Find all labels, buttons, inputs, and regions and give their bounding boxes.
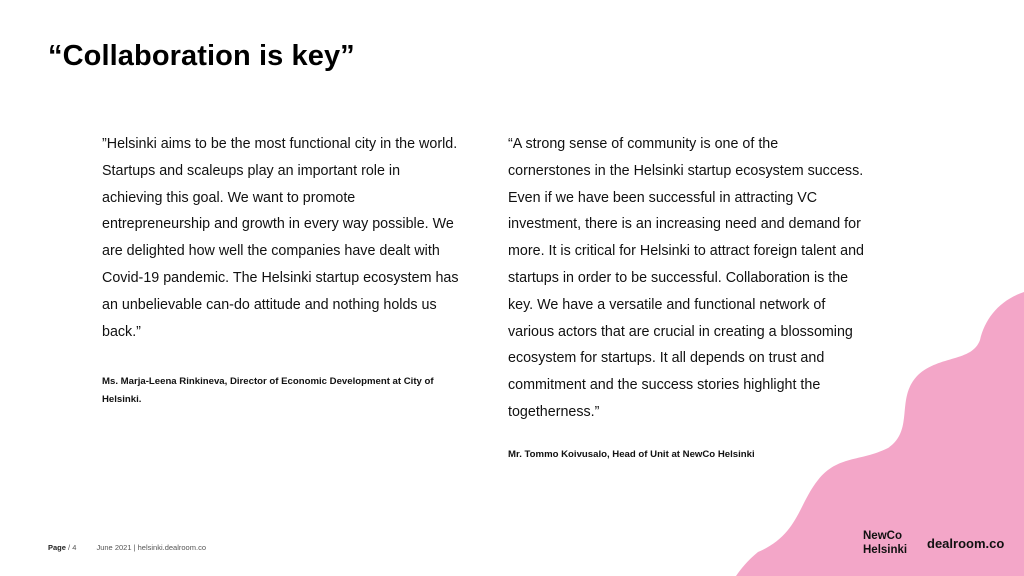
page-label: Page	[48, 543, 66, 552]
quote-left-text: ”Helsinki aims to be the most functional city in the world. Startups and scaleups play an important role in achieving this goal. We want to promote entrepreneurship and growth in every way possible. We are delighted how well the companies have dealt with Covid-19 pandemic. The Helsinki startup ecosystem has an unbelievable can-do attitude and nothing holds us back.”	[102, 136, 459, 340]
newco-helsinki-logo	[863, 529, 907, 557]
quote-right-attribution: Mr. Tommo Koivusalo, Head of Unit at NewCo Helsinki	[508, 449, 755, 460]
page-title: “Collaboration is key”	[48, 40, 355, 72]
newco-logo-line1: NewCo	[863, 530, 902, 542]
dealroom-logo: dealroom.co	[927, 536, 1005, 551]
footer	[48, 543, 206, 552]
page-number: / 4	[68, 543, 77, 552]
quote-left-attribution: Ms. Marja-Leena Rinkineva, Director of Economic Development at City of Helsinki.	[102, 376, 434, 405]
newco-logo-line2: Helsinki	[863, 544, 908, 556]
quote-right-text: “A strong sense of community is one of the cornerstones in the Helsinki startup ecosystem success. Even if we have been successful in attracting VC investment, there is an increasing need and demand for more. It is critical for Helsinki to attract foreign talent and startups in order to be successful. Collaboration is the key. We have a versatile and functional network of various actors that are crucial in creating a blossoming ecosystem for startups. It all depends on trust and commitment and the success stories highlight the togetherness.”	[508, 136, 864, 420]
footer-date-site: June 2021 | helsinki.dealroom.co	[96, 543, 206, 552]
